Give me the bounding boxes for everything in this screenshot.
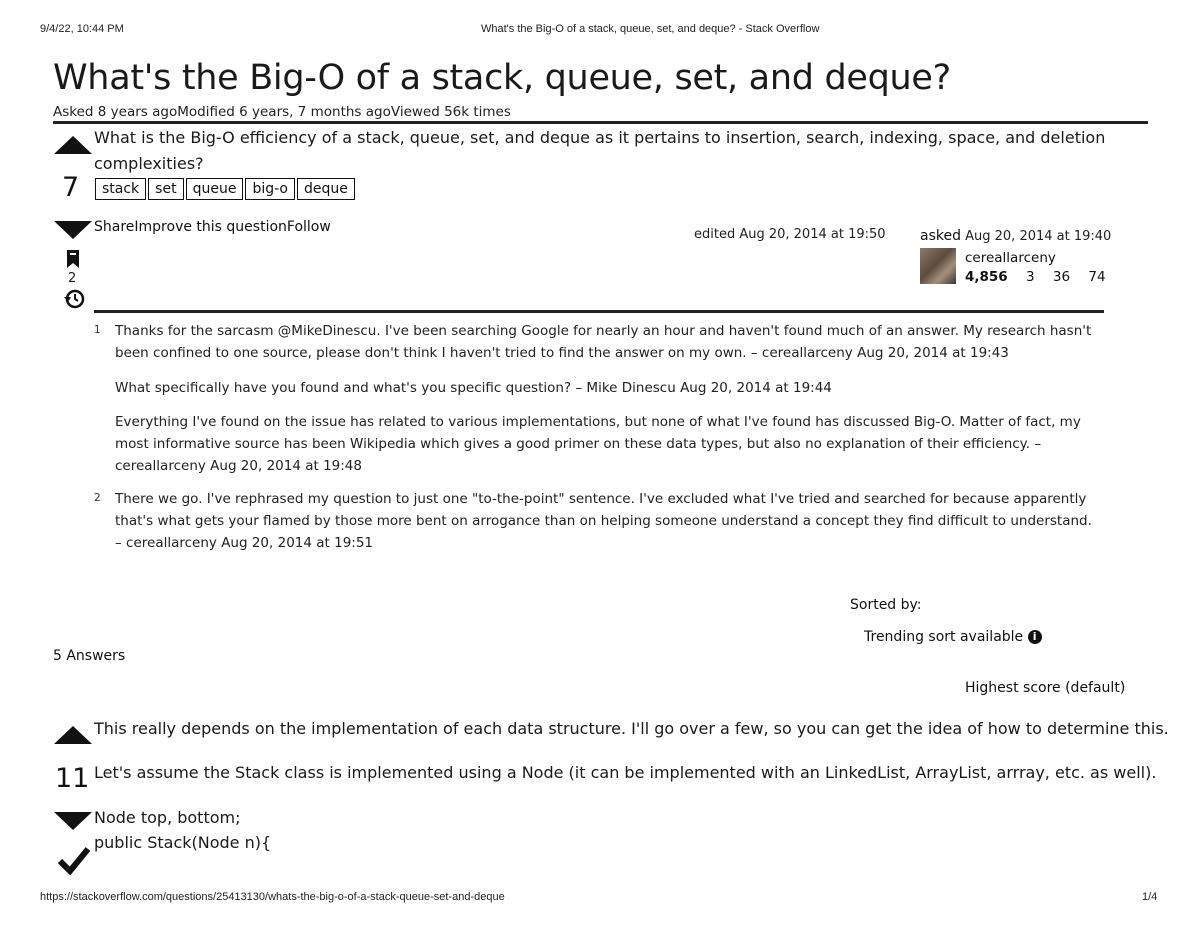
answer-body-line2: Let's assume the Stack class is implemented using a Node (it can be implemented with an LinkedList, ArrayList, arrray, etc. as well). (94, 763, 1157, 782)
tag-deque[interactable]: deque (297, 178, 355, 200)
comment: What specifically have you found and what's you specific question? – Mike Dinescu Aug 20, 2014 at 19:44 (115, 380, 832, 396)
trending-sort-notice (864, 629, 1042, 645)
comment-score: 1 (94, 324, 101, 336)
answer-score: 11 (55, 763, 90, 794)
print-page-number: 1/4 (1142, 891, 1158, 903)
comment: Thanks for the sarcasm @MikeDinescu. I've been searching Google for nearly an hour and haven't found much of an answer. My research hasn't been confined to one source, please don't think I haven't tried to find the answer on my own. – cereallarceny Aug 20, 2014 at 19:43 (115, 323, 1092, 361)
asked-info (920, 228, 1111, 244)
post-menu (94, 219, 331, 235)
answer-code-line1: Node top, bottom; (94, 808, 241, 827)
tag-big-o[interactable]: big-o (245, 178, 295, 200)
user-silver-badges: 36 (1052, 269, 1071, 285)
answer-body-line1: This really depends on the implementation of each data structure. I'll go over a few, so you can get the idea of how to determine this. (94, 719, 1169, 738)
downvote-icon[interactable] (54, 221, 92, 239)
title-divider (53, 121, 1148, 124)
viewed-value: 56k times (444, 104, 511, 120)
tag-stack[interactable]: stack (95, 178, 146, 200)
answer-code-line2: public Stack(Node n){ (94, 833, 272, 852)
user-reputation: 4,856 (965, 269, 1008, 285)
upvote-icon[interactable] (54, 136, 92, 154)
asked-label: Asked (53, 104, 98, 120)
trending-sort-text: Trending sort available (864, 629, 1024, 645)
history-icon[interactable] (63, 289, 85, 313)
print-url: https://stackoverflow.com/questions/25413130/whats-the-big-o-of-a-stack-queue-set-and-deque (40, 891, 505, 903)
tag-set[interactable]: set (148, 178, 183, 200)
question-title[interactable]: What's the Big-O of a stack, queue, set, and deque? (53, 58, 951, 98)
print-page-title: What's the Big-O of a stack, queue, set, and deque? - Stack Overflow (481, 23, 820, 35)
asked-label-2: asked (920, 228, 961, 244)
modified-label: Modified (177, 104, 240, 120)
bookmark-icon[interactable] (66, 250, 80, 272)
question-meta (53, 104, 511, 120)
comment: There we go. I've rephrased my question to just one "to-the-point" sentence. I've excluded what I've tried and searched for because apparently that's what gets your flamed by those more bent on arrogance than on helping someone understand a concept they find difficult to understand. – cereallarceny Aug 20, 2014 at 19:51 (115, 491, 1092, 551)
tag-queue[interactable]: queue (186, 178, 244, 200)
question-score: 7 (62, 172, 80, 203)
bookmark-count: 2 (68, 271, 77, 286)
asked-date: Aug 20, 2014 at 19:40 (965, 229, 1112, 244)
print-datetime: 9/4/22, 10:44 PM (40, 23, 124, 35)
edited-info[interactable]: edited Aug 20, 2014 at 19:50 (694, 227, 886, 242)
comment: Everything I've found on the issue has related to various implementations, but none of what I've found has discussed Big-O. Matter of fact, my most informative source has been Wikipedia which gives a good primer on these data types, but also no explanation of their efficiency. – cereallarceny Aug 20, 2014 at 19:48 (115, 414, 1081, 474)
answer-upvote-icon[interactable] (54, 726, 92, 744)
user-gold-badges: 3 (1026, 269, 1035, 285)
accepted-check-icon (58, 845, 90, 879)
sort-select[interactable]: Highest score (default) (965, 680, 1126, 696)
follow-link[interactable]: Follow (286, 219, 331, 235)
modified-value: 6 years, 7 months ago (239, 104, 391, 120)
share-link[interactable]: Share (94, 219, 135, 235)
avatar[interactable] (920, 248, 956, 284)
answer-downvote-icon[interactable] (54, 812, 92, 830)
info-icon[interactable]: i (1028, 630, 1042, 644)
viewed-label: Viewed (390, 104, 445, 120)
answers-count: 5 Answers (53, 648, 126, 664)
user-stats (965, 269, 1106, 285)
question-body-line1: What is the Big-O efficiency of a stack, queue, set, and deque as it pertains to insertion, search, indexing, space, and deletion (94, 128, 1106, 147)
comment-score: 2 (94, 492, 101, 504)
tag-list (95, 178, 357, 200)
question-body-line2: complexities? (94, 154, 204, 173)
sorted-by-label: Sorted by: (850, 597, 922, 613)
user-bronze-badges: 74 (1088, 269, 1106, 285)
improve-question-link[interactable]: Improve this question (134, 219, 287, 235)
asked-value: 8 years ago (97, 104, 178, 120)
comments-divider (94, 310, 1104, 313)
user-name[interactable]: cereallarceny (965, 250, 1056, 266)
